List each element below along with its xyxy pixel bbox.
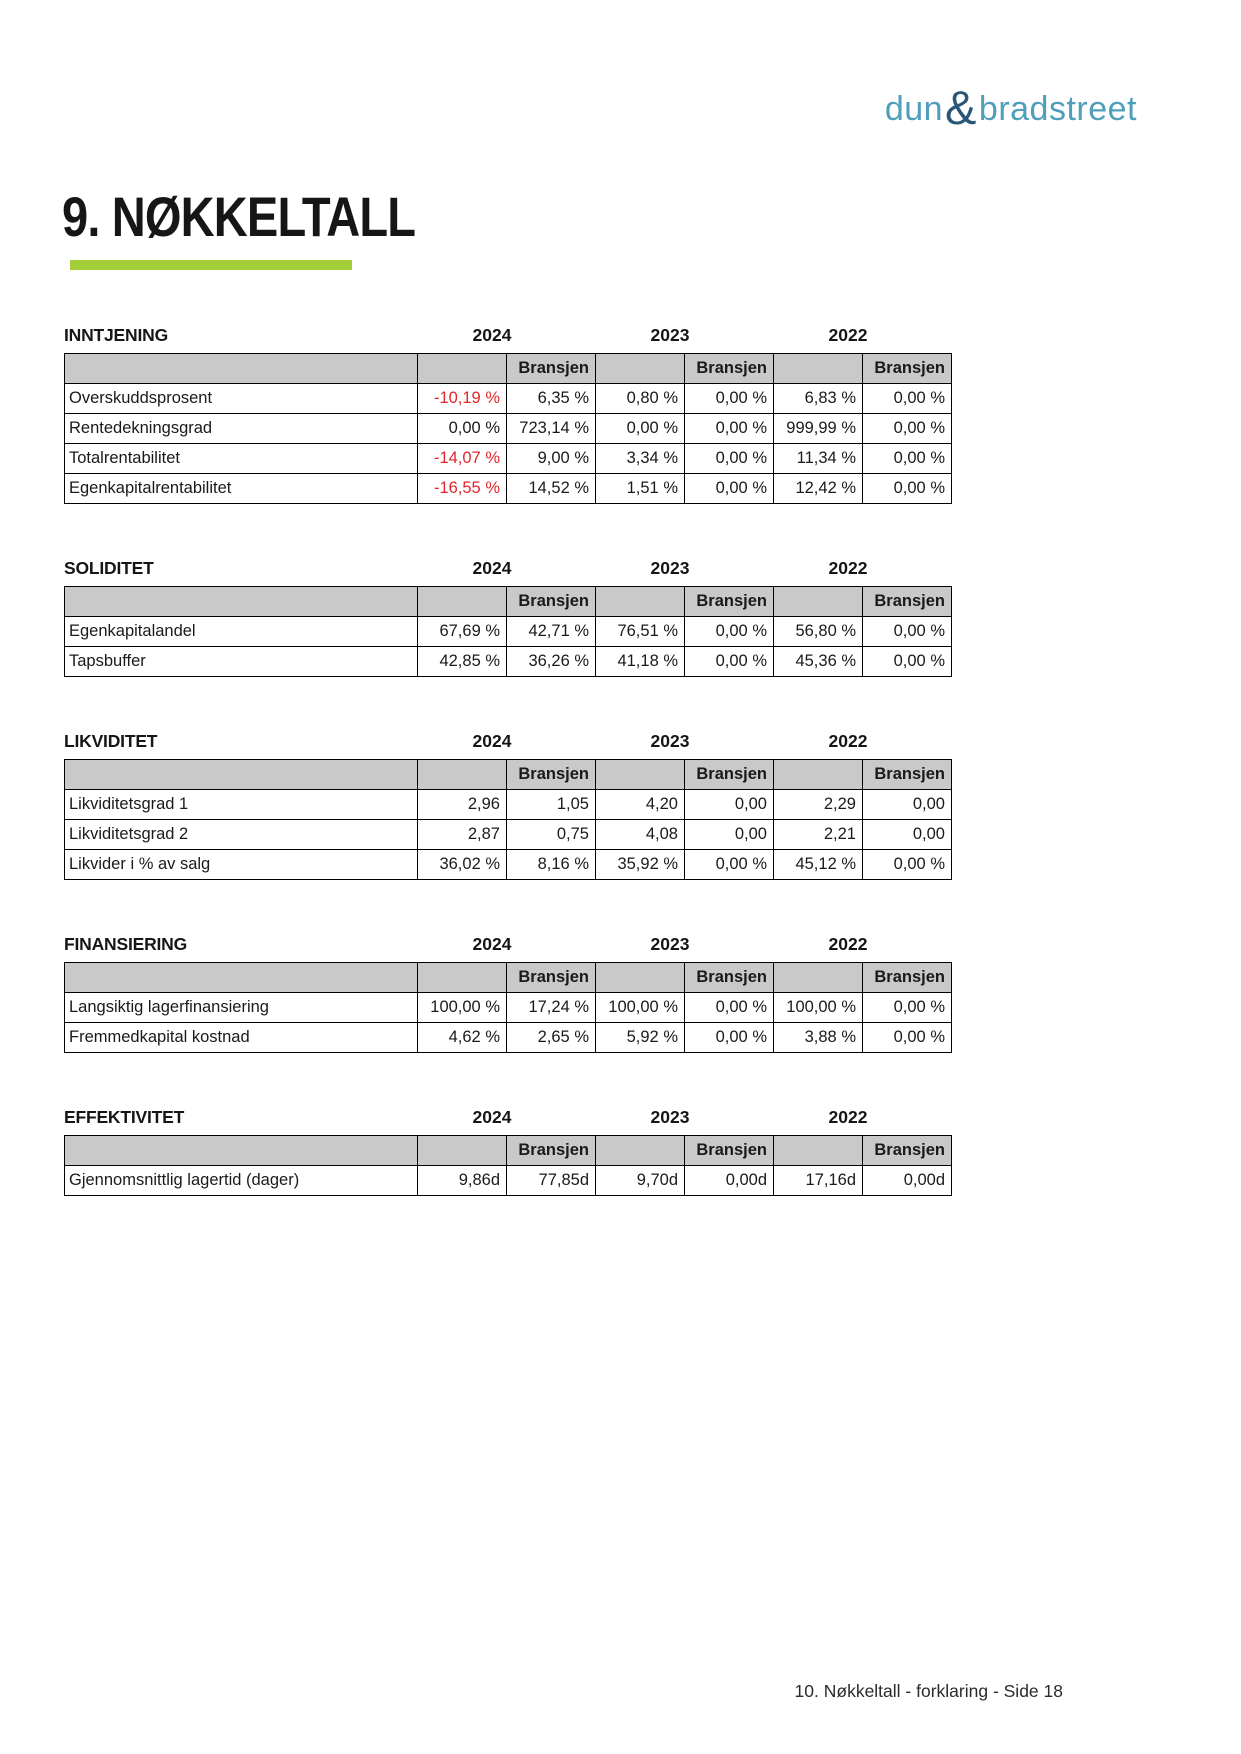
kpi-table-inntjening [64, 353, 952, 504]
table-row [65, 384, 952, 414]
section-likviditet [64, 731, 952, 880]
row-label: Fremmedkapital kostnad [65, 1023, 418, 1053]
section-header-finansiering [64, 934, 952, 955]
value-cell: 0,00 % [685, 384, 774, 414]
row-label: Egenkapitalandel [65, 617, 418, 647]
value-cell: 100,00 % [596, 993, 685, 1023]
value-cell: 0,00 % [685, 647, 774, 677]
table-row [65, 850, 952, 880]
section-header-inntjening [64, 325, 952, 346]
value-cell: 77,85d [507, 1166, 596, 1196]
value-cell: 2,96 [418, 790, 507, 820]
value-cell: 76,51 % [596, 617, 685, 647]
bransjen-header-cell: Bransjen [863, 354, 952, 384]
year-header-2023: 2023 [650, 934, 690, 954]
value-cell: 0,00 % [863, 617, 952, 647]
value-cell: 0,00d [685, 1166, 774, 1196]
value-cell: 0,00 % [863, 474, 952, 504]
kpi-table-soliditet [64, 586, 952, 677]
table-row [65, 474, 952, 504]
year-header-2024: 2024 [472, 1107, 512, 1127]
value-cell: 8,16 % [507, 850, 596, 880]
row-label: Langsiktig lagerfinansiering [65, 993, 418, 1023]
year-header-2023: 2023 [650, 731, 690, 751]
empty-header-cell [418, 963, 507, 993]
kpi-table-effektivitet [64, 1135, 952, 1196]
value-cell: 3,88 % [774, 1023, 863, 1053]
section-effektivitet [64, 1107, 952, 1196]
logo-word-dun: dun [884, 90, 944, 128]
value-cell: 45,12 % [774, 850, 863, 880]
value-cell: 67,69 % [418, 617, 507, 647]
bransjen-header-cell: Bransjen [685, 1136, 774, 1166]
value-cell: 2,65 % [507, 1023, 596, 1053]
bransjen-header-cell: Bransjen [507, 1136, 596, 1166]
year-header-2023: 2023 [650, 325, 690, 345]
row-label: Overskuddsprosent [65, 384, 418, 414]
value-cell: 0,00 % [685, 414, 774, 444]
value-cell: 1,51 % [596, 474, 685, 504]
empty-header-cell [596, 760, 685, 790]
empty-header-cell [774, 963, 863, 993]
row-label: Rentedekningsgrad [65, 414, 418, 444]
value-cell: 0,00 % [685, 1023, 774, 1053]
table-row [65, 1023, 952, 1053]
row-label: Tapsbuffer [65, 647, 418, 677]
empty-header-cell [774, 760, 863, 790]
value-cell: 0,80 % [596, 384, 685, 414]
year-header-2023: 2023 [650, 558, 690, 578]
empty-header-cell [774, 587, 863, 617]
row-label: Likviditetsgrad 1 [65, 790, 418, 820]
table-row [65, 1166, 952, 1196]
year-header-2022: 2022 [828, 558, 868, 578]
table-row [65, 414, 952, 444]
section-title-soliditet: SOLIDITET [64, 558, 154, 578]
empty-header-cell [418, 587, 507, 617]
bransjen-header-cell: Bransjen [685, 760, 774, 790]
empty-header-cell [596, 1136, 685, 1166]
value-cell: 0,00 [863, 820, 952, 850]
value-cell: 4,08 [596, 820, 685, 850]
year-header-2022: 2022 [828, 731, 868, 751]
empty-header-cell [596, 587, 685, 617]
bransjen-header-cell: Bransjen [507, 963, 596, 993]
logo-word-bradstreet: bradstreet [978, 90, 1137, 128]
year-header-2024: 2024 [472, 325, 512, 345]
value-cell: 14,52 % [507, 474, 596, 504]
table-row [65, 993, 952, 1023]
value-cell: 0,00 [863, 790, 952, 820]
value-cell: 42,85 % [418, 647, 507, 677]
value-cell: 41,18 % [596, 647, 685, 677]
value-cell: 42,71 % [507, 617, 596, 647]
industry-header-row [65, 587, 952, 617]
value-cell: 11,34 % [774, 444, 863, 474]
value-cell: 0,00d [863, 1166, 952, 1196]
value-cell: 9,00 % [507, 444, 596, 474]
value-cell: 0,75 [507, 820, 596, 850]
value-cell: 100,00 % [774, 993, 863, 1023]
value-cell: 45,36 % [774, 647, 863, 677]
value-cell: -14,07 % [418, 444, 507, 474]
value-cell: -10,19 % [418, 384, 507, 414]
table-row [65, 790, 952, 820]
ampersand-icon: & [945, 81, 977, 134]
value-cell: 0,00 % [685, 993, 774, 1023]
year-header-2024: 2024 [472, 558, 512, 578]
title-accent-bar [70, 260, 352, 270]
table-row [65, 617, 952, 647]
kpi-table-likviditet [64, 759, 952, 880]
section-title-inntjening: INNTJENING [64, 325, 168, 345]
value-cell: 723,14 % [507, 414, 596, 444]
value-cell: 5,92 % [596, 1023, 685, 1053]
value-cell: 999,99 % [774, 414, 863, 444]
kpi-table-finansiering [64, 962, 952, 1053]
row-label: Likviditetsgrad 2 [65, 820, 418, 850]
industry-header-row [65, 1136, 952, 1166]
empty-header-cell [65, 354, 418, 384]
empty-header-cell [596, 354, 685, 384]
value-cell: 0,00 % [863, 1023, 952, 1053]
value-cell: 0,00 [685, 820, 774, 850]
value-cell: 1,05 [507, 790, 596, 820]
year-header-2024: 2024 [472, 731, 512, 751]
value-cell: 0,00 % [596, 414, 685, 444]
section-inntjening [64, 325, 952, 504]
value-cell: 2,87 [418, 820, 507, 850]
bransjen-header-cell: Bransjen [507, 760, 596, 790]
value-cell: 0,00 % [863, 647, 952, 677]
row-label: Likvider i % av salg [65, 850, 418, 880]
year-header-2024: 2024 [472, 934, 512, 954]
row-label: Gjennomsnittlig lagertid (dager) [65, 1166, 418, 1196]
page-title: 9. NØKKELTALL [62, 185, 416, 248]
table-row [65, 820, 952, 850]
value-cell: 56,80 % [774, 617, 863, 647]
row-label: Egenkapitalrentabilitet [65, 474, 418, 504]
value-cell: 0,00 % [863, 384, 952, 414]
section-title-finansiering: FINANSIERING [64, 934, 188, 954]
table-row [65, 647, 952, 677]
industry-header-row [65, 354, 952, 384]
value-cell: 0,00 % [685, 474, 774, 504]
value-cell: 17,16d [774, 1166, 863, 1196]
value-cell: 6,35 % [507, 384, 596, 414]
empty-header-cell [596, 963, 685, 993]
value-cell: 3,34 % [596, 444, 685, 474]
year-header-2023: 2023 [650, 1107, 690, 1127]
value-cell: -16,55 % [418, 474, 507, 504]
value-cell: 0,00 [685, 790, 774, 820]
bransjen-header-cell: Bransjen [507, 587, 596, 617]
bransjen-header-cell: Bransjen [863, 760, 952, 790]
value-cell: 0,00 % [685, 444, 774, 474]
empty-header-cell [418, 760, 507, 790]
value-cell: 100,00 % [418, 993, 507, 1023]
value-cell: 4,20 [596, 790, 685, 820]
bransjen-header-cell: Bransjen [685, 354, 774, 384]
section-finansiering [64, 934, 952, 1053]
section-title-likviditet: LIKVIDITET [64, 731, 158, 751]
industry-header-row [65, 963, 952, 993]
value-cell: 9,70d [596, 1166, 685, 1196]
table-row [65, 444, 952, 474]
dun-bradstreet-logo [884, 76, 1137, 134]
value-cell: 12,42 % [774, 474, 863, 504]
bransjen-header-cell: Bransjen [507, 354, 596, 384]
value-cell: 0,00 % [418, 414, 507, 444]
empty-header-cell [65, 963, 418, 993]
row-label: Totalrentabilitet [65, 444, 418, 474]
section-title-effektivitet: EFFEKTIVITET [64, 1107, 185, 1127]
value-cell: 9,86d [418, 1166, 507, 1196]
value-cell: 36,02 % [418, 850, 507, 880]
value-cell: 2,29 [774, 790, 863, 820]
empty-header-cell [418, 1136, 507, 1166]
value-cell: 4,62 % [418, 1023, 507, 1053]
bransjen-header-cell: Bransjen [685, 963, 774, 993]
kpi-sections [64, 325, 952, 1250]
bransjen-header-cell: Bransjen [863, 1136, 952, 1166]
page-footer: 10. Nøkkeltall - forklaring - Side 18 [794, 1681, 1063, 1701]
year-header-2022: 2022 [828, 934, 868, 954]
value-cell: 0,00 % [863, 414, 952, 444]
value-cell: 0,00 % [685, 850, 774, 880]
bransjen-header-cell: Bransjen [863, 963, 952, 993]
empty-header-cell [65, 1136, 418, 1166]
value-cell: 0,00 % [685, 617, 774, 647]
empty-header-cell [65, 760, 418, 790]
year-header-2022: 2022 [828, 325, 868, 345]
section-header-effektivitet [64, 1107, 952, 1128]
empty-header-cell [65, 587, 418, 617]
value-cell: 0,00 % [863, 993, 952, 1023]
empty-header-cell [774, 354, 863, 384]
value-cell: 0,00 % [863, 444, 952, 474]
industry-header-row [65, 760, 952, 790]
section-header-likviditet [64, 731, 952, 752]
empty-header-cell [774, 1136, 863, 1166]
section-header-soliditet [64, 558, 952, 579]
bransjen-header-cell: Bransjen [863, 587, 952, 617]
value-cell: 2,21 [774, 820, 863, 850]
bransjen-header-cell: Bransjen [685, 587, 774, 617]
empty-header-cell [418, 354, 507, 384]
value-cell: 0,00 % [863, 850, 952, 880]
value-cell: 36,26 % [507, 647, 596, 677]
section-soliditet [64, 558, 952, 677]
year-header-2022: 2022 [828, 1107, 868, 1127]
value-cell: 17,24 % [507, 993, 596, 1023]
value-cell: 35,92 % [596, 850, 685, 880]
value-cell: 6,83 % [774, 384, 863, 414]
